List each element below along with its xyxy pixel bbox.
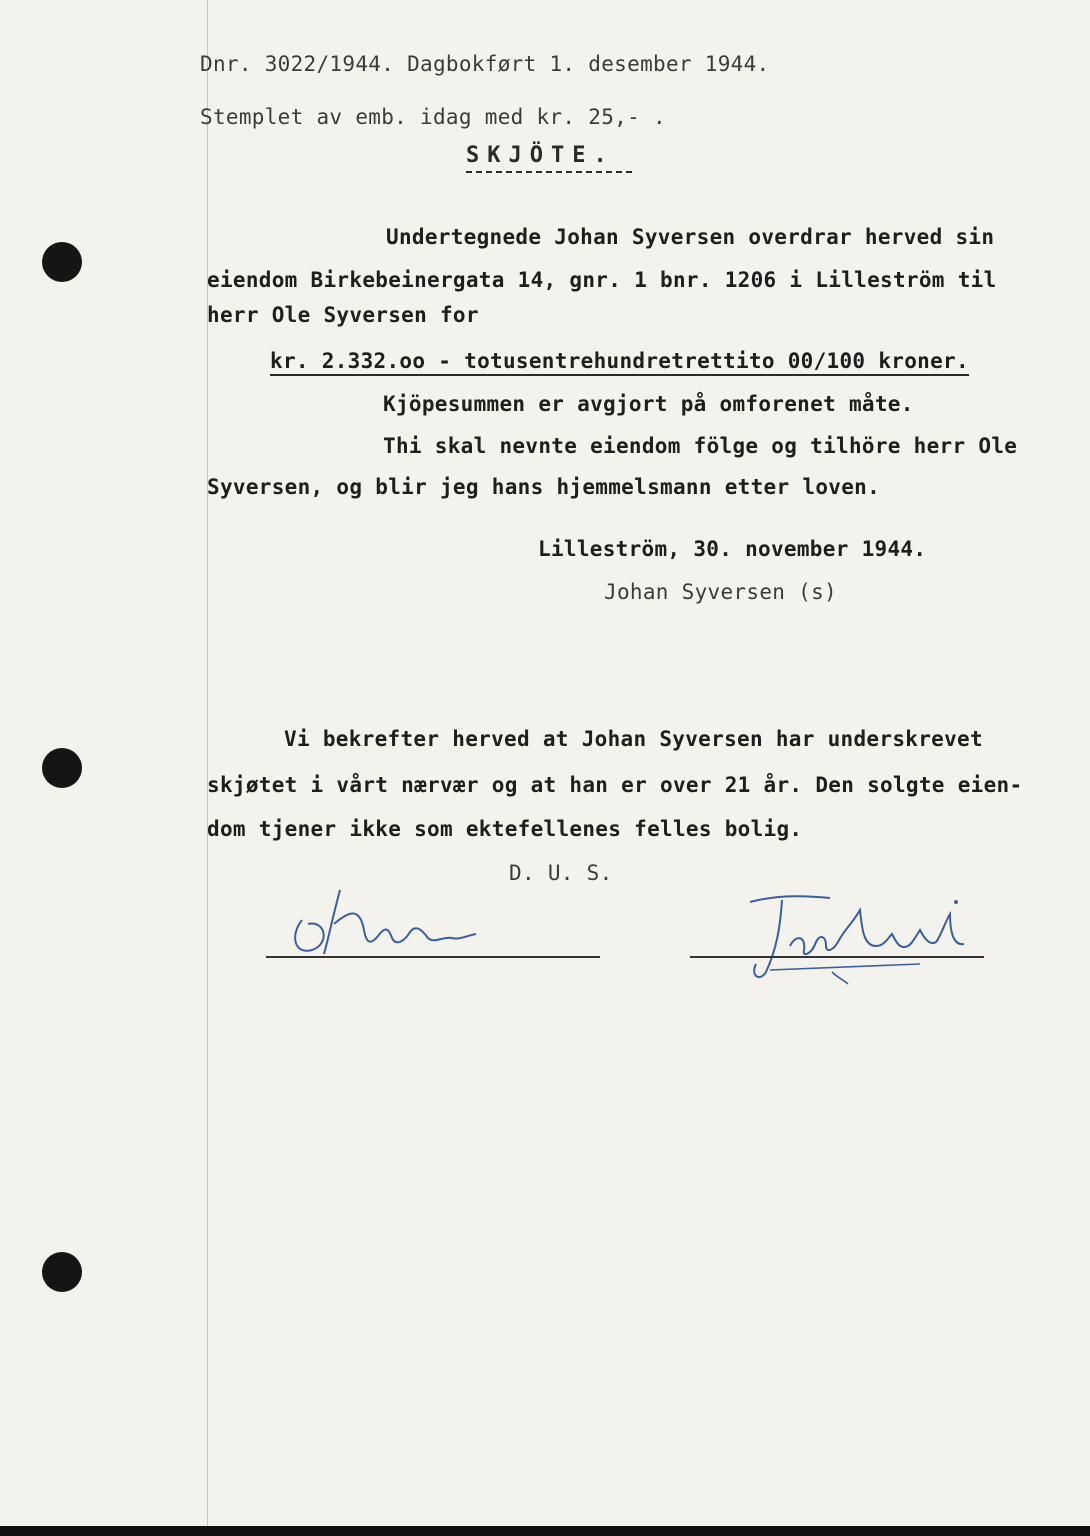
paragraph-3-line-1: Thi skal nevnte eiendom fölge og tilhöre herr Ole: [383, 434, 1018, 458]
scan-edge: [0, 1526, 1090, 1536]
paragraph-1-line-2: eiendom Birkebeinergata 14, gnr. 1 bnr. 1206 i Lilleström til: [207, 268, 997, 292]
witness-signature-line-1: [266, 956, 600, 958]
stamp-note: Stemplet av emb. idag med kr. 25,- .: [200, 105, 666, 129]
paragraph-2: Kjöpesummen er avgjort på omforenet måte.: [383, 392, 914, 416]
punch-hole-top: [42, 242, 82, 282]
witness-signature-line-2: [690, 956, 984, 958]
punch-hole-middle: [42, 748, 82, 788]
place-date: Lilleström, 30. november 1944.: [538, 537, 927, 561]
witness-line-3: dom tjener ikke som ektefellenes felles bolig.: [207, 817, 803, 841]
title-underline: [466, 171, 632, 173]
witness-line-2: skjøtet i vårt nærvær og at han er over 21 år. Den solgte eien-: [207, 773, 1023, 797]
purchase-amount-text: kr. 2.332.oo - totusentrehundretrettito 00/100 kroner.: [270, 349, 969, 376]
witness-line-1: Vi bekrefter herved at Johan Syversen har underskrevet: [284, 727, 983, 751]
purchase-amount: [270, 349, 969, 373]
seller-signature: Johan Syversen (s): [604, 580, 837, 604]
paragraph-3-line-2: Syversen, og blir jeg hans hjemmelsmann etter loven.: [207, 475, 881, 499]
paragraph-1-line-3: herr Ole Syversen for: [207, 303, 479, 327]
witness-signature-2: [720, 880, 980, 990]
margin-rule: [207, 0, 208, 1536]
document-title: SKJÖTE.: [466, 143, 615, 168]
paragraph-1-line-1: Undertegnede Johan Syversen overdrar herved sin: [386, 225, 995, 249]
dus-closing: D. U. S.: [509, 861, 613, 885]
witness-signature-1: [280, 880, 480, 960]
registration-line: Dnr. 3022/1944. Dagbokført 1. desember 1944.: [200, 52, 770, 76]
punch-hole-bottom: [42, 1252, 82, 1292]
